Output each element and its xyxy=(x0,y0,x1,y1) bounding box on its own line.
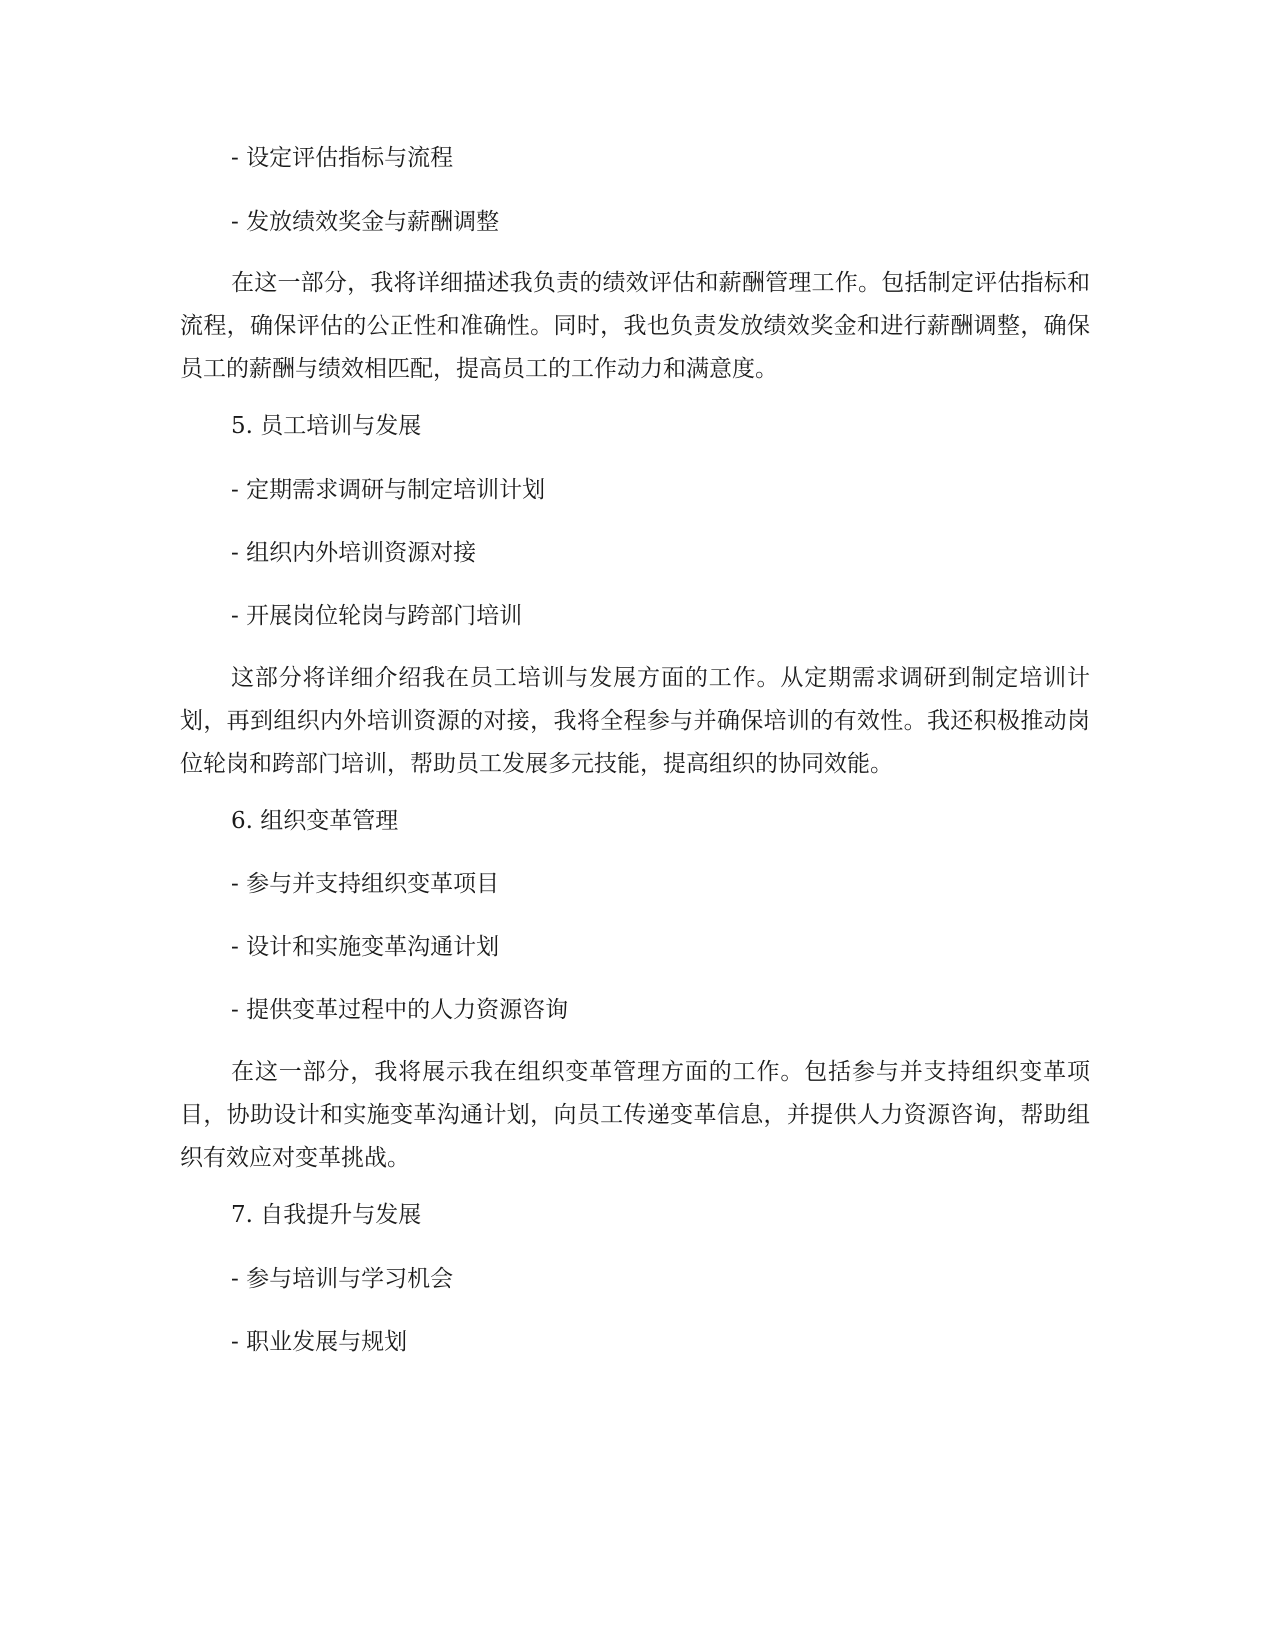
bullet-career-planning: - 职业发展与规划 xyxy=(231,1329,408,1355)
paragraph-performance-compensation: 在这一部分，我将详细描述我负责的绩效评估和薪酬管理工作。包括制定评估指标和流程，确保评估的公正性和准确性。同时，我也负责发放绩效奖金和进行薪酬调整，确保员工的薪酬与绩效相匹配，提高员工的工作动力和满意度。 xyxy=(180,270,1090,382)
bullet-training-opportunities: - 参与培训与学习机会 xyxy=(231,1266,454,1292)
bullet-job-rotation: - 开展岗位轮岗与跨部门培训 xyxy=(231,603,523,629)
bullet-performance-bonus: - 发放绩效奖金与薪酬调整 xyxy=(231,209,500,235)
bullet-training-needs-survey: - 定期需求调研与制定培训计划 xyxy=(231,477,546,503)
heading-organizational-change: 6. 组织变革管理 xyxy=(231,808,399,834)
bullet-hr-consulting: - 提供变革过程中的人力资源咨询 xyxy=(231,997,569,1023)
heading-employee-training: 5. 员工培训与发展 xyxy=(231,413,422,439)
bullet-change-projects: - 参与并支持组织变革项目 xyxy=(231,871,500,897)
bullet-set-evaluation-metrics: - 设定评估指标与流程 xyxy=(231,145,454,171)
bullet-training-resources: - 组织内外培训资源对接 xyxy=(231,540,477,566)
paragraph-organizational-change: 在这一部分，我将展示我在组织变革管理方面的工作。包括参与并支持组织变革项目，协助设计和实施变革沟通计划，向员工传递变革信息，并提供人力资源咨询，帮助组织有效应对变革挑战。 xyxy=(180,1059,1090,1171)
paragraph-training-development: 这部分将详细介绍我在员工培训与发展方面的工作。从定期需求调研到制定培训计划，再到组织内外培训资源的对接，我将全程参与并确保培训的有效性。我还积极推动岗位轮岗和跨部门培训，帮助员工发展多元技能，提高组织的协同效能。 xyxy=(180,665,1090,777)
bullet-change-communication: - 设计和实施变革沟通计划 xyxy=(231,934,500,960)
heading-self-improvement: 7. 自我提升与发展 xyxy=(231,1202,422,1228)
